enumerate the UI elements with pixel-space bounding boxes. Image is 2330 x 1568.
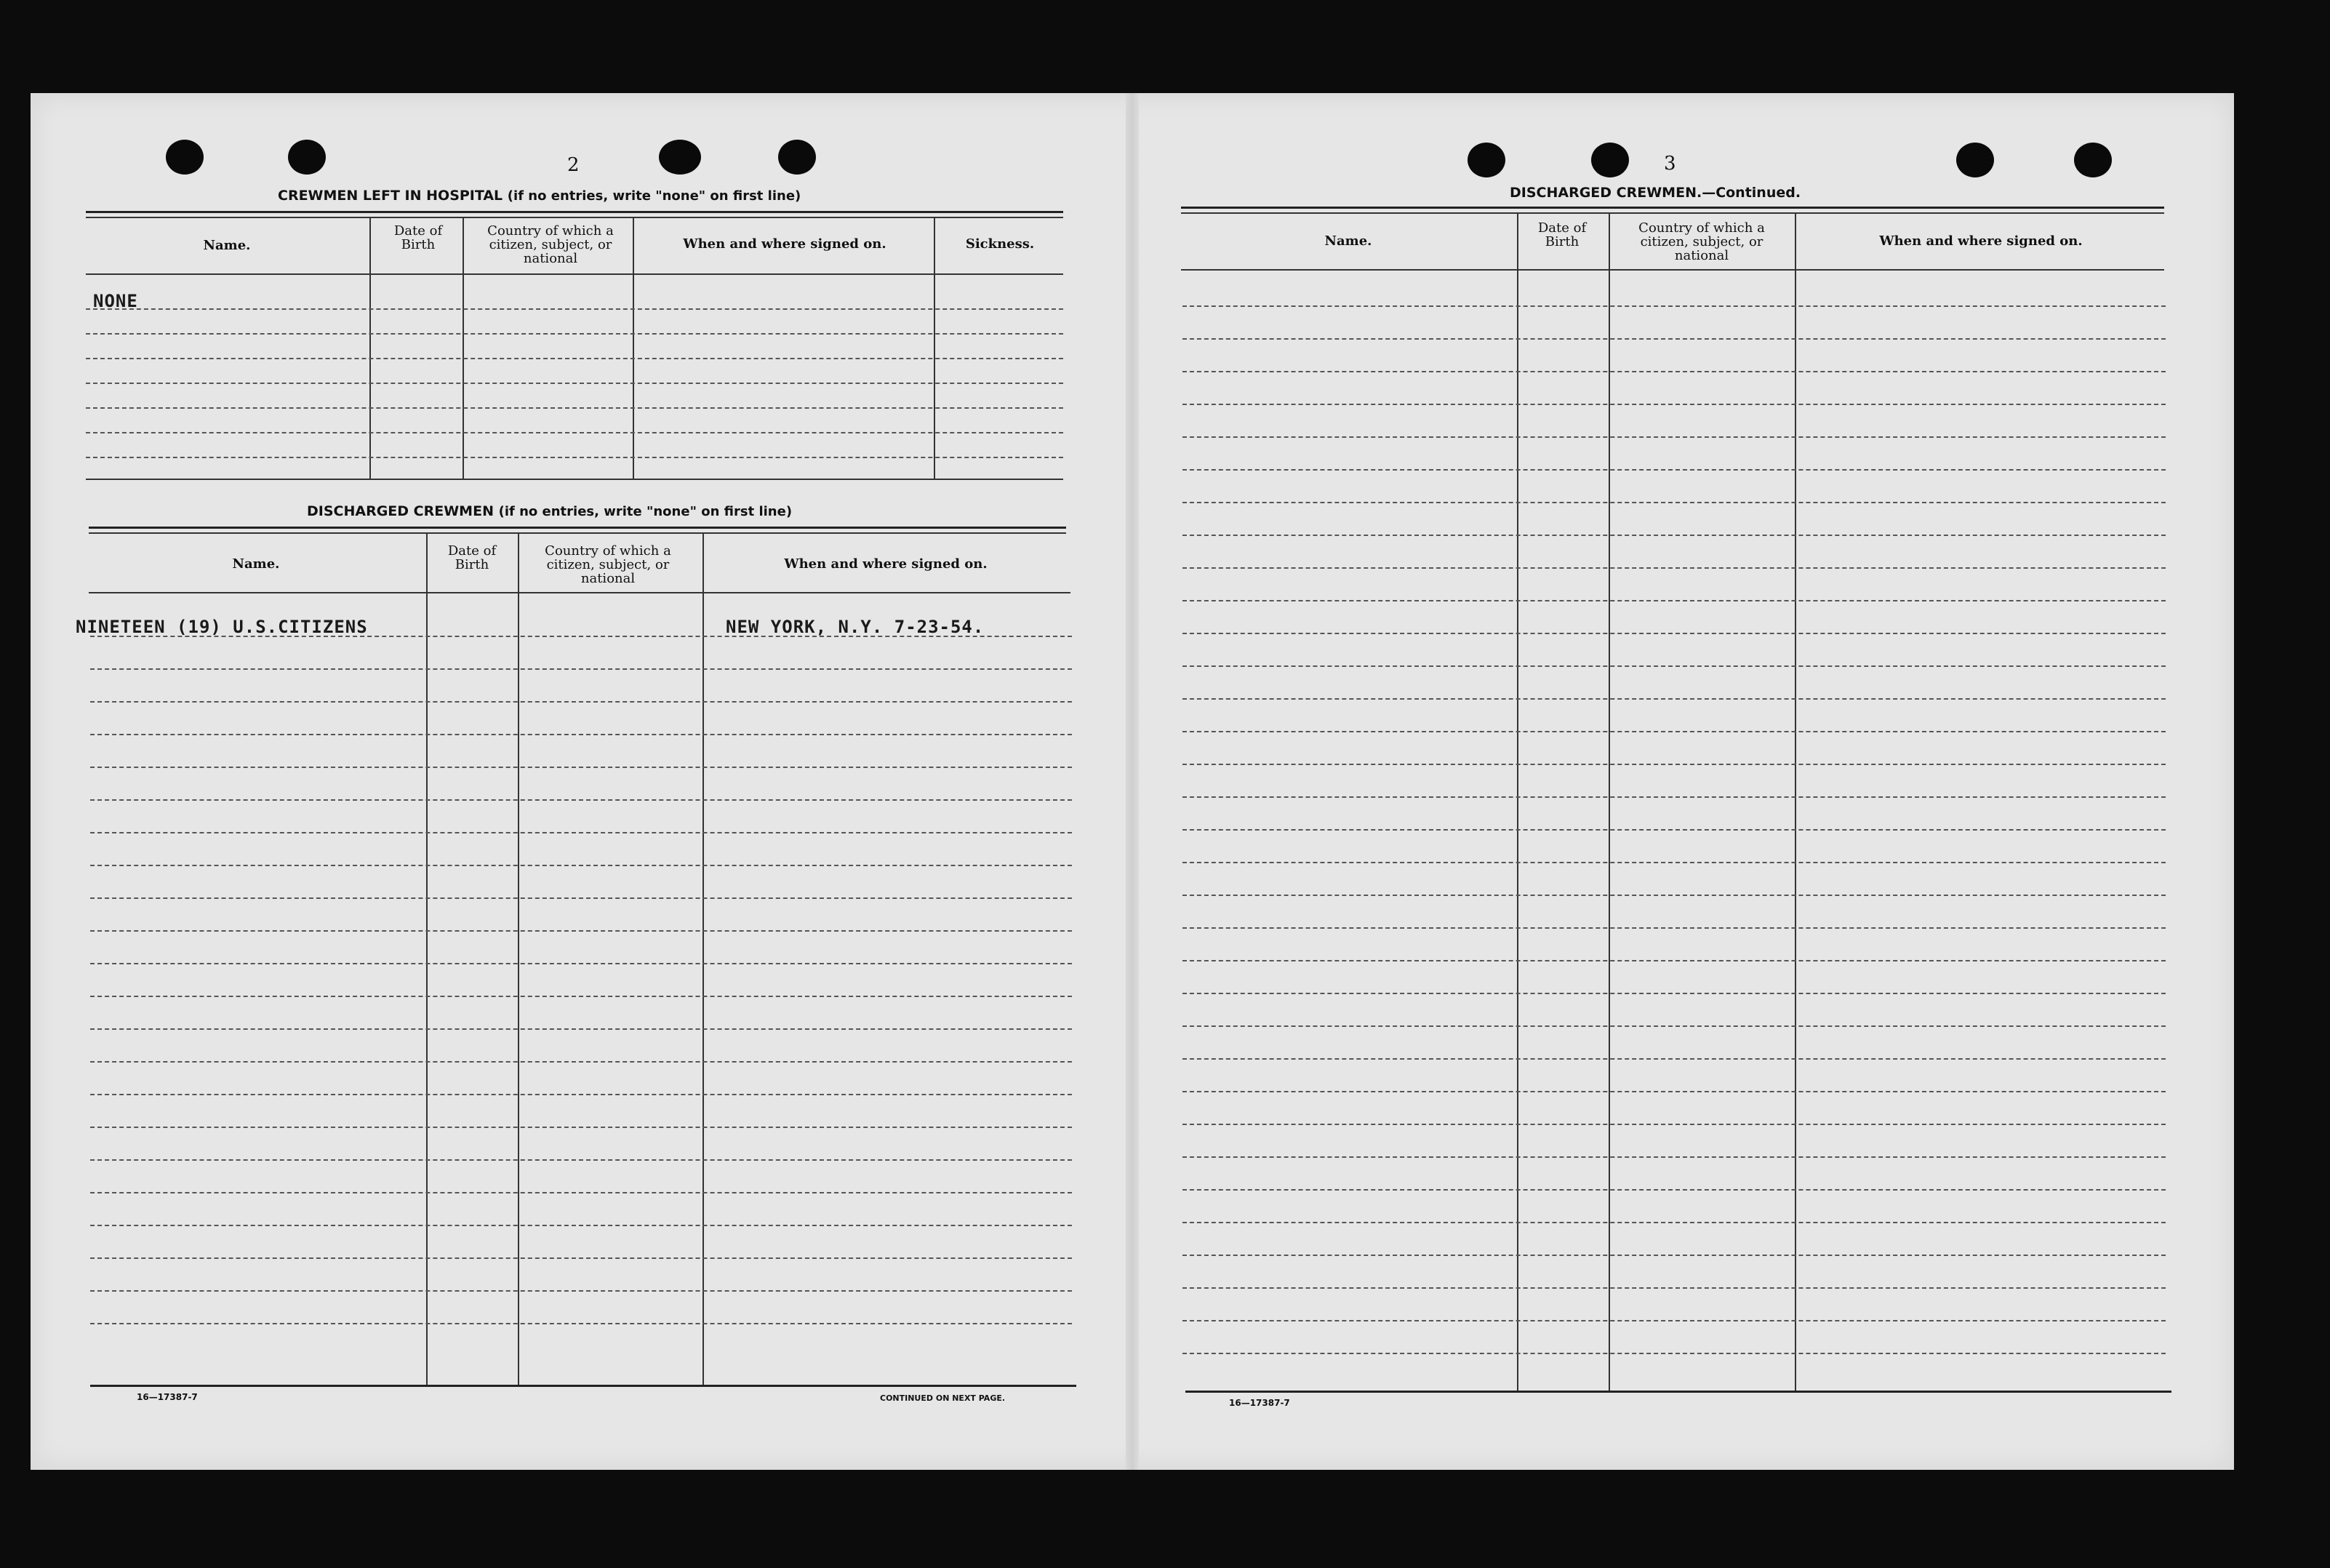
form-row-line (1182, 1058, 2166, 1060)
discharged-col-dob: Date of Birth (447, 543, 497, 572)
form-row-line (90, 701, 1072, 703)
form-row-line (1182, 731, 2166, 732)
hospital-col-sickness: Sickness. (965, 236, 1035, 252)
form-row-line (1182, 600, 2166, 601)
punch-hole-6 (1591, 143, 1629, 177)
form-row-line (1182, 371, 2166, 372)
form-row-line (90, 1061, 1072, 1063)
discharged-col-signed: When and where signed on. (784, 556, 988, 572)
hospital-row-line (86, 432, 1063, 433)
hospital-bottom-rule (86, 479, 1063, 480)
form-row-line (1182, 960, 2166, 961)
form-row-line (90, 963, 1072, 964)
right-top-rule (1181, 207, 2164, 209)
continued-note: CONTINUED ON NEXT PAGE. (880, 1393, 1006, 1403)
punch-hole-7 (1956, 143, 1994, 177)
left-bottom-rule (90, 1385, 1076, 1387)
form-row-line (1182, 535, 2166, 536)
punch-hole-2 (288, 140, 326, 175)
form-row-line (1182, 567, 2166, 569)
hospital-row-line (86, 358, 1063, 359)
form-row-line (90, 1094, 1072, 1095)
hospital-col-country: Country of which a citizen, subject, or national (487, 223, 614, 266)
form-row-line (1182, 633, 2166, 634)
form-row-line (90, 734, 1072, 735)
hospital-row-line (86, 383, 1063, 384)
hospital-title-text: CREWMEN LEFT IN HOSPITAL (278, 188, 503, 204)
form-row-line (1182, 436, 2166, 438)
right-title-text: DISCHARGED CREWMEN. (1510, 185, 1702, 201)
hospital-section-title (278, 188, 801, 204)
form-row-line (1182, 1091, 2166, 1092)
form-row-line (1182, 1189, 2166, 1191)
right-header-rule (1181, 269, 2164, 271)
discharged-top-rule (89, 527, 1066, 529)
form-row-line (1182, 862, 2166, 863)
discharged-entry-signed-on: NEW YORK, N.Y. 7-23-54. (726, 617, 985, 637)
form-row-line (90, 996, 1072, 997)
form-row-line (90, 1159, 1072, 1161)
form-row-line (1182, 1320, 2166, 1321)
discharged-section-title (307, 503, 792, 519)
form-row-line (1182, 1222, 2166, 1223)
form-row-line (1182, 404, 2166, 405)
form-row-line (90, 897, 1072, 899)
page-spine (1126, 93, 1139, 1470)
hospital-top-rule (86, 211, 1063, 213)
hospital-col-name: Name. (203, 238, 251, 253)
form-row-line (1182, 1353, 2166, 1354)
hospital-row-line (86, 407, 1063, 409)
punch-hole-4 (778, 140, 816, 175)
form-row-line (90, 930, 1072, 932)
hospital-vline-1 (369, 218, 371, 480)
punch-hole-5 (1468, 143, 1505, 177)
form-row-line (90, 1225, 1072, 1226)
form-row-line (1182, 764, 2166, 765)
hospital-vline-4 (934, 218, 935, 480)
form-row-line (1182, 796, 2166, 798)
form-row-line (90, 799, 1072, 801)
right-vline-3 (1795, 214, 1796, 1392)
form-row-line (90, 1323, 1072, 1324)
form-row-line (90, 1290, 1072, 1292)
right-vline-2 (1609, 214, 1610, 1392)
discharged-top-rule-2 (89, 532, 1066, 534)
right-top-rule-2 (1181, 212, 2164, 214)
form-row-line (1182, 1025, 2166, 1027)
discharged-entry-name: NINETEEN (19) U.S.CITIZENS (76, 617, 368, 637)
form-row-line (90, 668, 1072, 670)
right-page-number: 3 (1664, 153, 1676, 175)
form-row-line (1182, 665, 2166, 667)
right-subtitle-text: —Continued. (1702, 185, 1801, 201)
hospital-col-dob: Date of Birth (393, 223, 443, 252)
hospital-top-rule-2 (86, 217, 1063, 218)
discharged-title-text: DISCHARGED CREWMEN (307, 503, 494, 519)
right-col-name: Name. (1324, 233, 1372, 249)
punch-hole-3 (659, 140, 701, 175)
discharged-subtitle-text: (if no entries, write "none" on first line) (498, 504, 793, 519)
right-vline-1 (1517, 214, 1518, 1392)
hospital-col-signed: When and where signed on. (683, 236, 886, 252)
right-col-dob: Date of Birth (1537, 220, 1587, 249)
form-row-line (90, 1127, 1072, 1128)
form-row-line (90, 1192, 1072, 1193)
right-section-title (1510, 185, 1801, 201)
hospital-vline-3 (633, 218, 634, 480)
form-row-line (90, 1257, 1072, 1259)
hospital-subtitle-text: (if no entries, write "none" on first line) (507, 188, 801, 204)
form-row-line (90, 865, 1072, 866)
form-row-line (90, 767, 1072, 768)
hospital-entry-name: NONE (93, 291, 138, 311)
discharged-header-rule (89, 592, 1070, 593)
hospital-row-line (86, 308, 1063, 310)
right-form-number: 16—17387-7 (1229, 1398, 1290, 1408)
right-col-signed: When and where signed on. (1879, 233, 2083, 249)
left-form-number: 16—17387-7 (137, 1392, 198, 1402)
form-row-line (1182, 895, 2166, 896)
form-row-line (1182, 1124, 2166, 1125)
form-row-line (1182, 338, 2166, 340)
form-row-line (1182, 305, 2166, 307)
discharged-col-country: Country of which a citizen, subject, or national (545, 543, 671, 586)
form-row-line (1182, 1156, 2166, 1158)
form-row-line (1182, 698, 2166, 700)
hospital-row-line (86, 457, 1063, 458)
left-page-number: 2 (567, 154, 580, 176)
hospital-row-line (86, 333, 1063, 335)
form-row-line (90, 1028, 1072, 1030)
form-row-line (1182, 502, 2166, 503)
form-row-line (1182, 927, 2166, 929)
hospital-header-rule (86, 273, 1063, 275)
punch-hole-1 (166, 140, 204, 175)
hospital-vline-2 (463, 218, 464, 480)
form-row-line (90, 832, 1072, 833)
right-bottom-rule (1185, 1391, 2171, 1393)
discharged-col-name: Name. (232, 556, 280, 572)
form-row-line (1182, 469, 2166, 471)
punch-hole-8 (2074, 143, 2112, 177)
form-row-line (1182, 1255, 2166, 1256)
form-row-line (1182, 829, 2166, 831)
form-row-line (1182, 1287, 2166, 1289)
right-col-country: Country of which a citizen, subject, or national (1638, 220, 1765, 263)
form-row-line (1182, 993, 2166, 994)
